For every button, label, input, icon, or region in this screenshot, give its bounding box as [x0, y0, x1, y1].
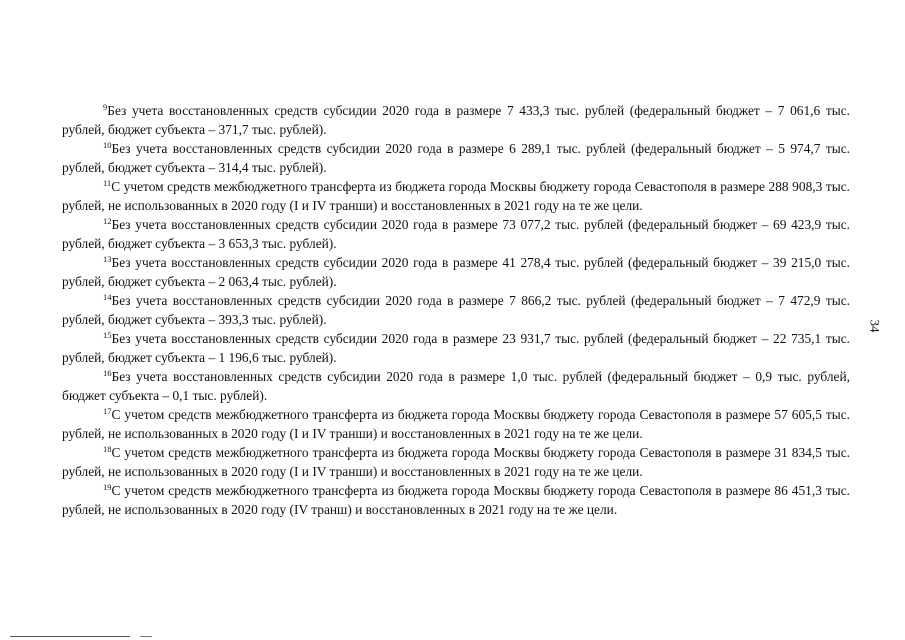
footnote-text: С учетом средств межбюджетного трансферта из бюджета города Москвы бюджету города Севастополя в размере 57 605,5 тыс. рублей, не использованных в 2020 году (I и IV транши) и восстановленных в 2021 году на те же цели. [62, 407, 850, 441]
footnote-text: С учетом средств межбюджетного трансферта из бюджета города Москвы бюджету города Севастополя в размере 86 451,3 тыс. рублей, не использованных в 2020 году (IV транш) и восстановленных в 2021 году на те же цели. [62, 483, 850, 517]
footnote-text: С учетом средств межбюджетного трансферта из бюджета города Москвы бюджету города Севастополя в размере 288 908,3 тыс. рублей, не использованных в 2020 году (I и IV транши) и восстановленных в 2021 году на те же цели. [62, 179, 850, 213]
footnote-number: 17 [103, 406, 112, 416]
footnote-number: 10 [103, 140, 112, 150]
footnote-number: 11 [103, 178, 112, 188]
footnote-number: 18 [103, 444, 112, 454]
footnote-14 [62, 291, 850, 329]
page-number: 34 [867, 319, 883, 333]
footnote-17 [62, 405, 850, 443]
footer-rule [10, 636, 130, 637]
footnote-19 [62, 481, 850, 519]
footnote-text: Без учета восстановленных средств субсидии 2020 года в размере 7 433,3 тыс. рублей (федеральный бюджет – 7 061,6 тыс. рублей, бюджет субъекта – 371,7 тыс. рублей). [62, 103, 850, 137]
footer-rule-fragment [140, 636, 152, 637]
footnote-11 [62, 177, 850, 215]
footnote-text: Без учета восстановленных средств субсидии 2020 года в размере 7 866,2 тыс. рублей (федеральный бюджет – 7 472,9 тыс. рублей, бюджет субъекта – 393,3 тыс. рублей). [62, 293, 850, 327]
footnote-text: Без учета восстановленных средств субсидии 2020 года в размере 73 077,2 тыс. рублей (федеральный бюджет – 69 423,9 тыс. рублей, бюджет субъекта – 3 653,3 тыс. рублей). [62, 217, 850, 251]
footnote-number: 14 [103, 292, 112, 302]
footnote-number: 9 [103, 102, 108, 112]
footnote-18 [62, 443, 850, 481]
footnote-16 [62, 367, 850, 405]
footnote-13 [62, 253, 850, 291]
footnote-text: С учетом средств межбюджетного трансферта из бюджета города Москвы бюджету города Севастополя в размере 31 834,5 тыс. рублей, не использованных в 2020 году (I и IV транши) и восстановленных в 2021 году на те же цели. [62, 445, 850, 479]
footnote-number: 19 [103, 482, 112, 492]
footnote-text: Без учета восстановленных средств субсидии 2020 года в размере 23 931,7 тыс. рублей (федеральный бюджет – 22 735,1 тыс. рублей, бюджет субъекта – 1 196,6 тыс. рублей). [62, 331, 850, 365]
footnote-10 [62, 139, 850, 177]
footnote-number: 16 [103, 368, 112, 378]
footnote-text: Без учета восстановленных средств субсидии 2020 года в размере 6 289,1 тыс. рублей (федеральный бюджет – 5 974,7 тыс. рублей, бюджет субъекта – 314,4 тыс. рублей). [62, 141, 850, 175]
footnote-12 [62, 215, 850, 253]
footnote-15 [62, 329, 850, 367]
footnote-number: 12 [103, 216, 112, 226]
footnote-9 [62, 101, 850, 139]
footnote-number: 15 [103, 330, 112, 340]
footnote-text: Без учета восстановленных средств субсидии 2020 года в размере 1,0 тыс. рублей (федеральный бюджет – 0,9 тыс. рублей, бюджет субъекта – 0,1 тыс. рублей). [62, 369, 850, 403]
footnotes-list [62, 101, 850, 519]
footnote-text: Без учета восстановленных средств субсидии 2020 года в размере 41 278,4 тыс. рублей (федеральный бюджет – 39 215,0 тыс. рублей, бюджет субъекта – 2 063,4 тыс. рублей). [62, 255, 850, 289]
footnote-number: 13 [103, 254, 112, 264]
